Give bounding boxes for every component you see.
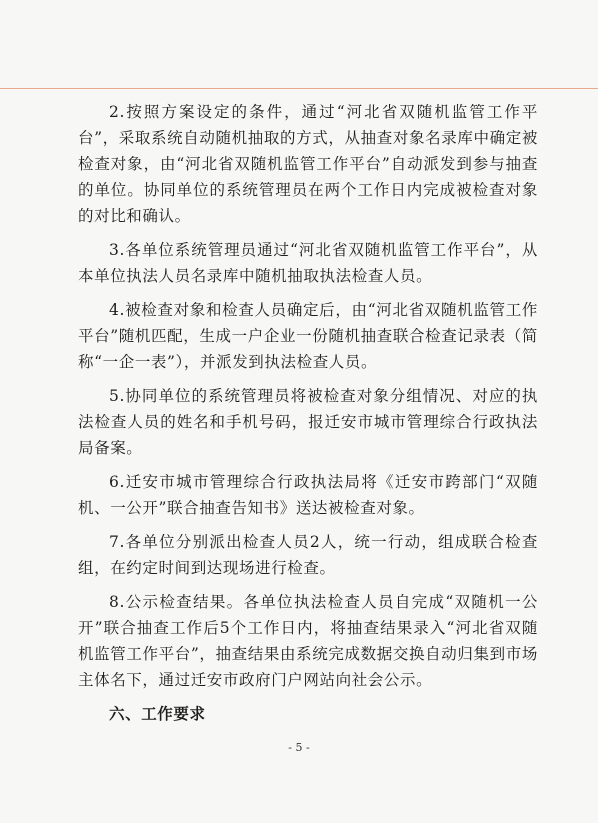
page-number: - 5 - xyxy=(288,741,310,754)
paragraph-item-6: 6.迁安市城市管理综合行政执法局将《迁安市跨部门“双随机、一公开”联合抽查告知书》送达被检查对象。 xyxy=(78,473,538,517)
paragraph-item-2: 2.按照方案设定的条件，通过“河北省双随机监管工作平台”，采取系统自动随机抽取的方式，从抽查对象名录库中确定被检查对象，由“河北省双随机监管工作平台”自动派发到参与抽查的单位。协同单位的系统管理员在两个工作日内完成被检查对象的对比和确认。 xyxy=(78,103,538,225)
document-body xyxy=(78,99,538,727)
paragraph-item-4: 4.被检查对象和检查人员确定后，由“河北省双随机监管工作平台”随机匹配，生成一户企业一份随机抽查联合检查记录表（简称“一企一表”），并派发到执法检查人员。 xyxy=(78,301,538,371)
paragraph-item-3: 3.各单位系统管理员通过“河北省双随机监管工作平台”，从本单位执法人员名录库中随机抽取执法检查人员。 xyxy=(78,241,538,285)
paragraph-item-8: 8.公示检查结果。各单位执法检查人员自完成“双随机一公开”联合抽查工作后5个工作日内，将抽查结果录入“河北省双随机监管工作平台”，抽查结果由系统完成数据交换自动归集到市场主体名下，通过迁安市政府门户网站向社会公示。 xyxy=(78,593,538,689)
paragraph-item-7: 7.各单位分别派出检查人员2人，统一行动，组成联合检查组，在约定时间到达现场进行检查。 xyxy=(78,533,538,577)
section-heading: 六、工作要求 xyxy=(109,705,206,723)
paragraph-item-5: 5.协同单位的系统管理员将被检查对象分组情况、对应的执法检查人员的姓名和手机号码，报迁安市城市管理综合行政执法局备案。 xyxy=(78,387,538,457)
header-rule xyxy=(0,88,598,89)
